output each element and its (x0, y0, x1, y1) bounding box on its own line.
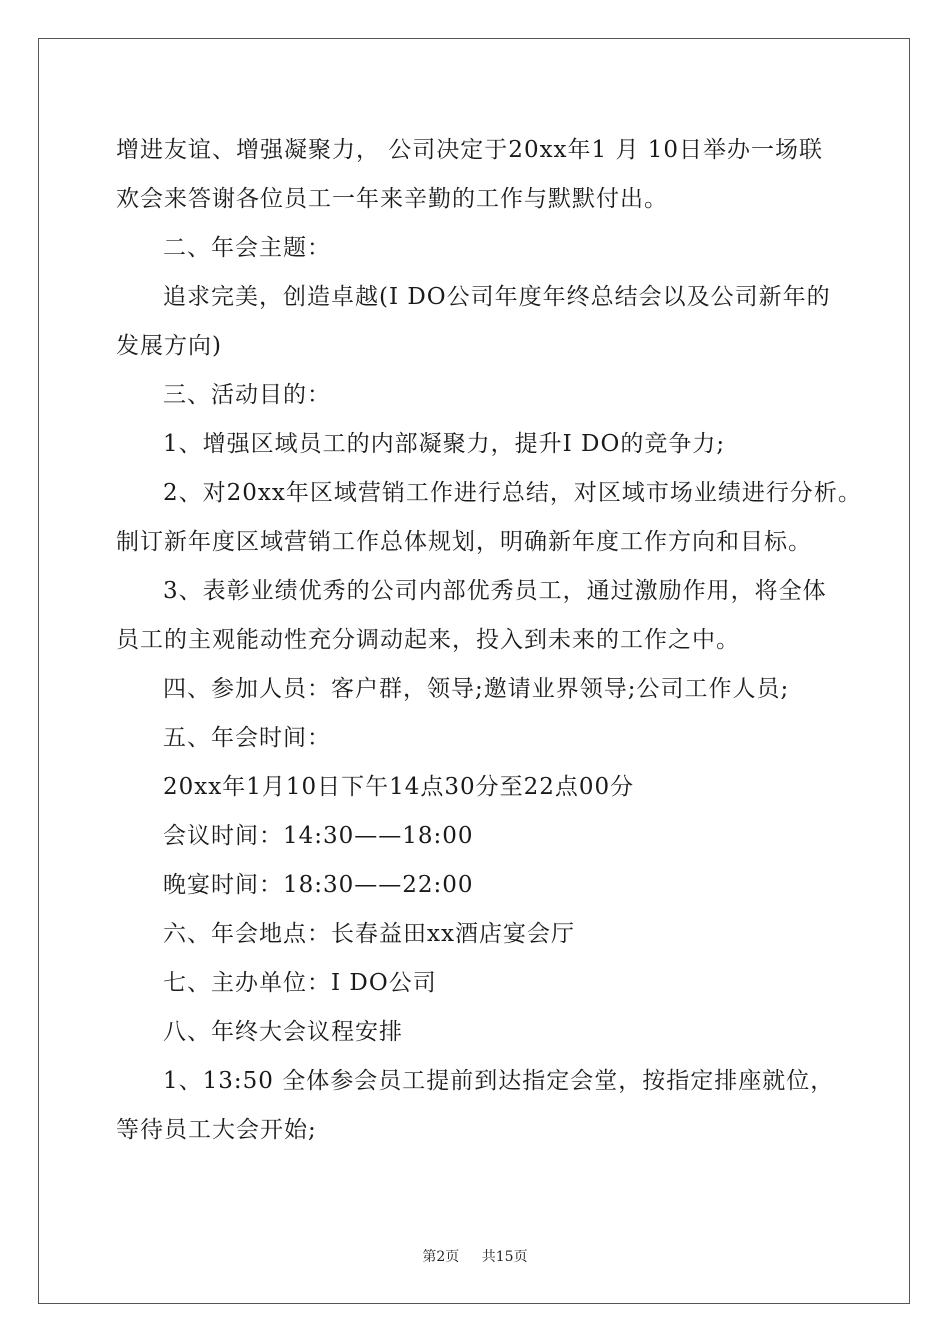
text-line: 会议时间：14:30——18:00 (163, 823, 474, 849)
section-heading: 二、年会主题： (163, 235, 331, 261)
text-line: 追求完美，创造卓越(I DO公司年度年终总结会以及公司新年的 (163, 284, 831, 310)
document-body (116, 126, 862, 1155)
list-item: 3、表彰业绩优秀的公司内部优秀员工，通过激励作用，将全体 (163, 578, 827, 604)
section-heading: 四、参加人员：客户群，领导;邀请业界领导;公司工作人员; (163, 676, 790, 702)
list-item: 1、增强区域员工的内部凝聚力，提升I DO的竞争力; (163, 431, 726, 457)
text-line: 发展方向) (116, 333, 222, 359)
page-total: 共15页 (481, 1249, 528, 1265)
list-item: 1、13:50 全体参会员工提前到达指定会堂，按指定排座就位， (163, 1068, 835, 1094)
section-heading: 五、年会时间： (163, 725, 331, 751)
page-number: 第2页 (422, 1249, 460, 1265)
section-heading: 六、年会地点：长春益田xx酒店宴会厅 (163, 921, 575, 947)
section-heading: 七、主办单位：I DO公司 (163, 970, 437, 996)
list-item: 2、对20xx年区域营销工作进行总结，对区域市场业绩进行分析。 (163, 480, 862, 506)
text-line: 20xx年1月10日下午14点30分至22点00分 (163, 774, 635, 800)
text-line: 员工的主观能动性充分调动起来，投入到未来的工作之中。 (116, 627, 740, 653)
section-heading: 三、活动目的： (163, 382, 331, 408)
text-line: 等待员工大会开始; (116, 1117, 317, 1143)
text-line: 制订新年度区域营销工作总体规划，明确新年度工作方向和目标。 (116, 529, 812, 555)
page-footer (0, 1246, 950, 1266)
text-line: 晚宴时间：18:30——22:00 (163, 872, 474, 898)
section-heading: 八、年终大会议程安排 (163, 1019, 403, 1045)
text-line: 欢会来答谢各位员工一年来辛勤的工作与默默付出。 (116, 186, 668, 212)
text-line: 增进友谊、增强凝聚力， 公司决定于20xx年1 月 10日举办一场联 (116, 137, 824, 163)
